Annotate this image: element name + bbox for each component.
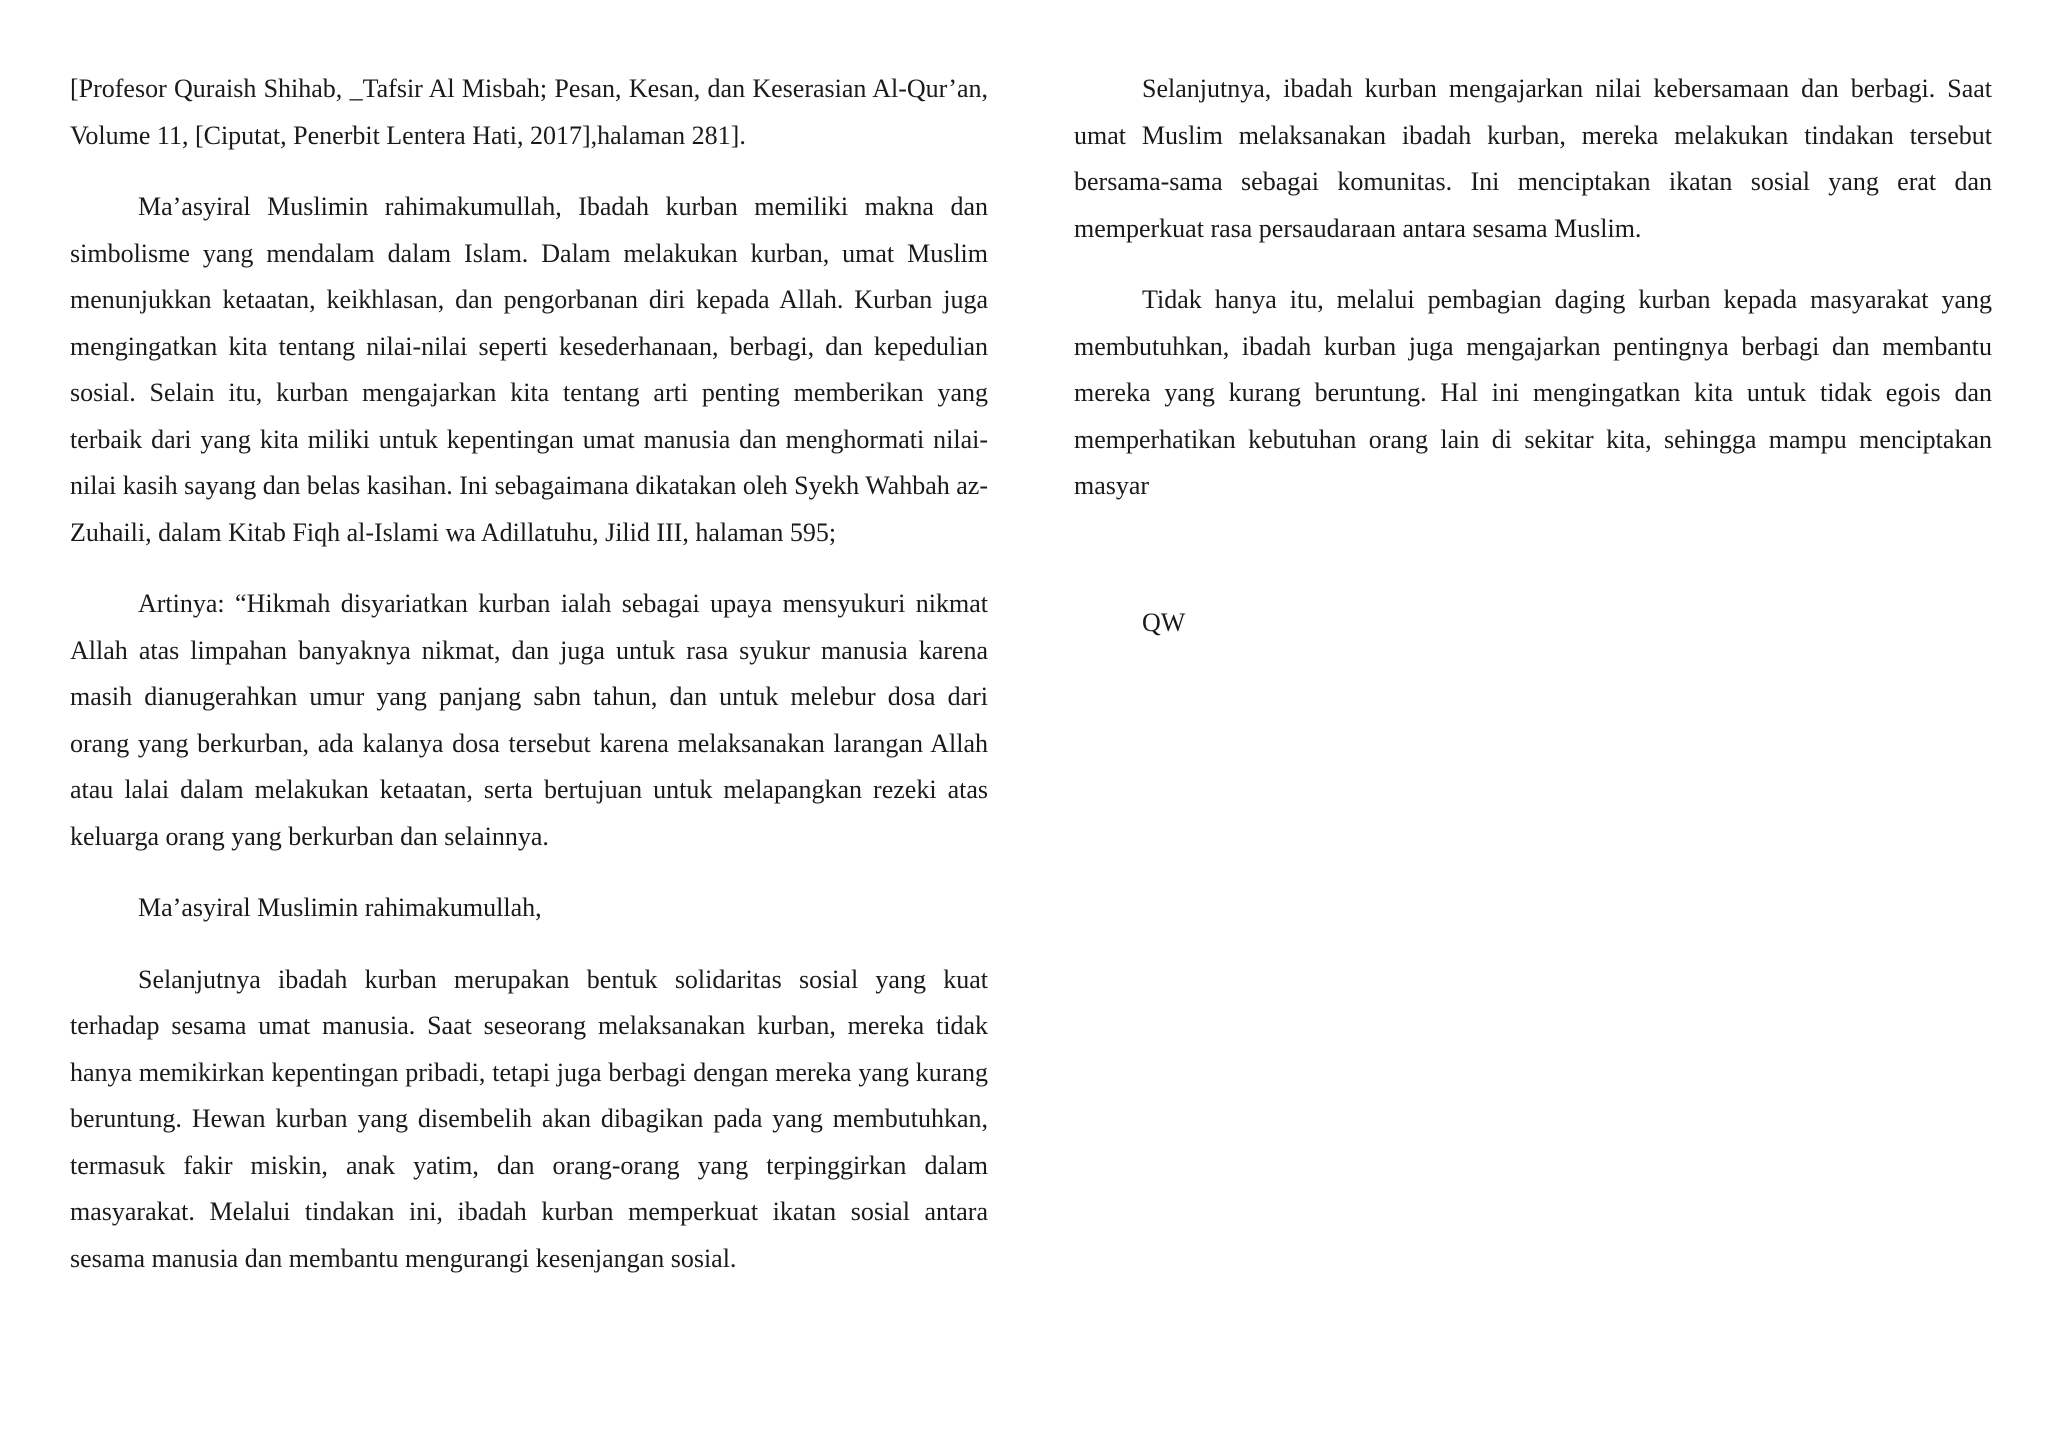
translation-paragraph: Artinya: “Hikmah disyariatkan kurban ialah sebagai upaya mensyukuri nikmat Allah atas limpahan banyaknya nikmat, dan juga untuk rasa syukur manusia karena masih dianugerahkan umur yang panjang sabn tahun, dan untuk melebur dosa dari orang yang berkurban, ada kalanya dosa tersebut karena melaksanakan larangan Allah atau lalai dalam melakukan ketaatan, serta bertujuan untuk melapangkan rezeki atas keluarga orang yang berkurban dan selainnya.: [70, 589, 988, 851]
body-paragraph: Ma’asyiral Muslimin rahimakumullah, Ibadah kurban memiliki makna dan simbolisme yang mendalam dalam Islam. Dalam melakukan kurban, umat Muslim menunjukkan ketaatan, keikhlasan, dan pengorbanan diri kepada Allah. Kurban juga mengingatkan kita tentang nilai-nilai seperti kesederhanaan, berbagi, dan kepedulian sosial. Selain itu, kurban mengajarkan kita tentang arti penting memberikan yang terbaik dari yang kita miliki untuk kepentingan umat manusia dan menghormati nilai-nilai kasih sayang dan belas kasihan. Ini sebagaimana dikatakan oleh Syekh Wahbah az-Zuhaili, dalam Kitab Fiqh al-Islami wa Adillatuhu, Jilid III, halaman 595;: [70, 192, 988, 547]
left-column: [70, 66, 988, 1307]
address-paragraph: Ma’asyiral Muslimin rahimakumullah,: [138, 893, 542, 922]
body-paragraph: Selanjutnya, ibadah kurban mengajarkan nilai kebersamaan dan berbagi. Saat umat Muslim melaksanakan ibadah kurban, mereka melakukan tindakan tersebut bersama-sama sebagai komunitas. Ini menciptakan ikatan sosial yang erat dan memperkuat rasa persaudaraan antara sesama Muslim.: [1074, 74, 1992, 243]
right-column: [1074, 66, 1992, 535]
body-paragraph: Tidak hanya itu, melalui pembagian daging kurban kepada masyarakat yang membutuhkan, ibadah kurban juga mengajarkan pentingnya berbagi dan membantu mereka yang kurang beruntung. Hal ini mengingatkan kita untuk tidak egois dan memperhatikan kebutuhan orang lain di sekitar kita, sehingga mampu menciptakan masyar: [1074, 285, 1992, 500]
signature-text: QW: [1142, 608, 1186, 637]
citation-paragraph: [Profesor Quraish Shihab, _Tafsir Al Misbah; Pesan, Kesan, dan Keserasian Al-Qur’an, Volume 11, [Ciputat, Penerbit Lentera Hati, 2017],halaman 281].: [70, 74, 988, 150]
body-paragraph: Selanjutnya ibadah kurban merupakan bentuk solidaritas sosial yang kuat terhadap sesama umat manusia. Saat seseorang melaksanakan kurban, mereka tidak hanya memikirkan kepentingan pribadi, tetapi juga berbagi dengan mereka yang kurang beruntung. Hewan kurban yang disembelih akan dibagikan pada yang membutuhkan, termasuk fakir miskin, anak yatim, dan orang-orang yang terpinggirkan dalam masyarakat. Melalui tindakan ini, ibadah kurban memperkuat ikatan sosial antara sesama manusia dan membantu mengurangi kesenjangan sosial.: [70, 964, 988, 1273]
